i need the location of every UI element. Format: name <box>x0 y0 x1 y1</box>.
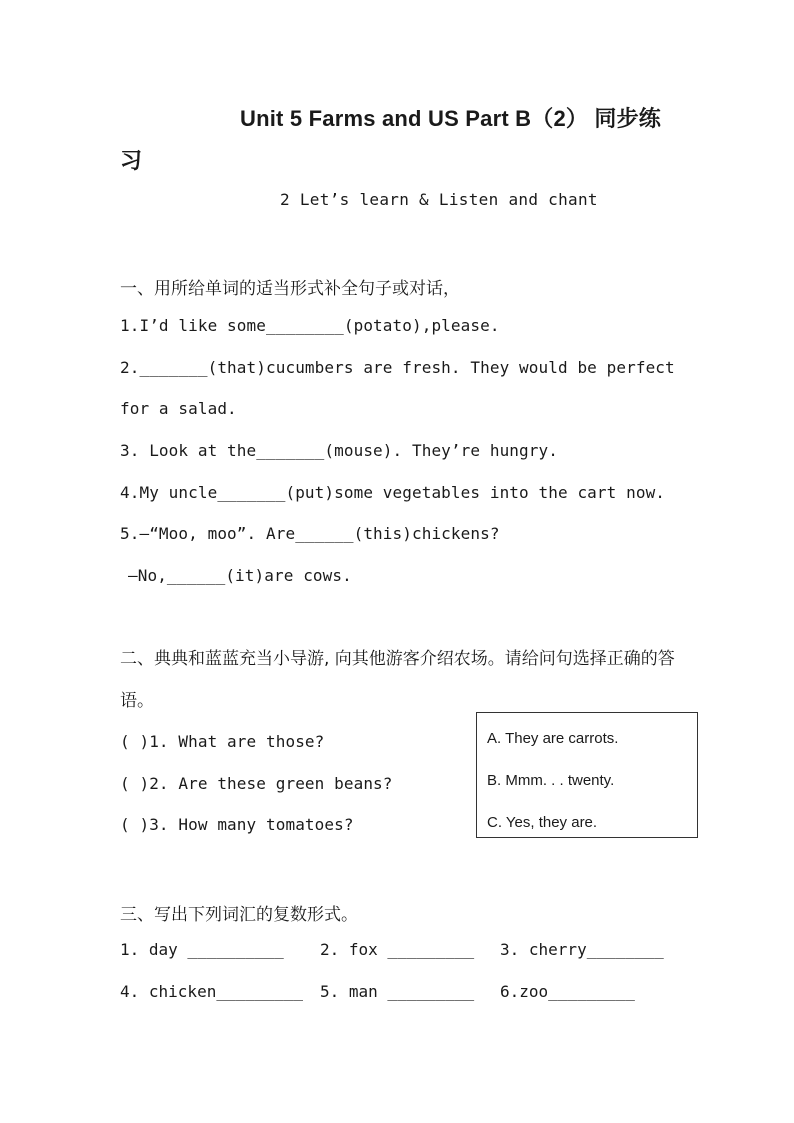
plural-item-4: 4. chicken_________ <box>120 982 304 1001</box>
plural-item-3: 3. cherry________ <box>500 940 664 959</box>
section1-item-2-continued: for a salad. <box>120 399 237 418</box>
section1-heading: 一、用所给单词的适当形式补全句子或对话， <box>120 279 460 299</box>
plural-item-2: 2. fox _________ <box>320 940 475 959</box>
option-b: B. Mmm. . . twenty. <box>487 772 615 789</box>
option-a: A. They are carrots. <box>487 730 619 747</box>
section3-heading: 三、写出下列词汇的复数形式。 <box>120 905 358 925</box>
section2-question-2: ( )2. Are these green beans? <box>120 774 393 793</box>
worksheet-title: Unit 5 Farms and US Part B（2） 同步练习 <box>120 106 662 173</box>
option-c: C. Yes, they are. <box>487 814 598 831</box>
plural-item-5: 5. man _________ <box>320 982 475 1001</box>
section1-item-3: 3. Look at the_______(mouse). They’re hungry. <box>120 441 558 460</box>
section2-heading: 二、典典和蓝蓝充当小导游, 向其他游客介绍农场。请给问句选择正确的答语。 <box>120 649 675 711</box>
section1-item-4: 4.My uncle_______(put)some vegetables into the cart now. <box>120 483 666 502</box>
section2-question-3: ( )3. How many tomatoes? <box>120 815 354 834</box>
section2-question-1: ( )1. What are those? <box>120 732 325 751</box>
worksheet-subtitle: 2 Let’s learn & Listen and chant <box>280 190 598 209</box>
section1-item-2: 2._______(that)cucumbers are fresh. They would be perfect <box>120 358 675 377</box>
section1-item-5: 5.—“Moo, moo”. Are______(this)chickens? <box>120 524 500 543</box>
answer-options-box <box>476 712 698 838</box>
section1-item-5-answer: —No,______(it)are cows. <box>128 566 352 585</box>
plural-item-1: 1. day __________ <box>120 940 284 959</box>
section1-item-1: 1.I’d like some________(potato),please. <box>120 316 500 335</box>
plural-item-6: 6.zoo_________ <box>500 982 635 1001</box>
